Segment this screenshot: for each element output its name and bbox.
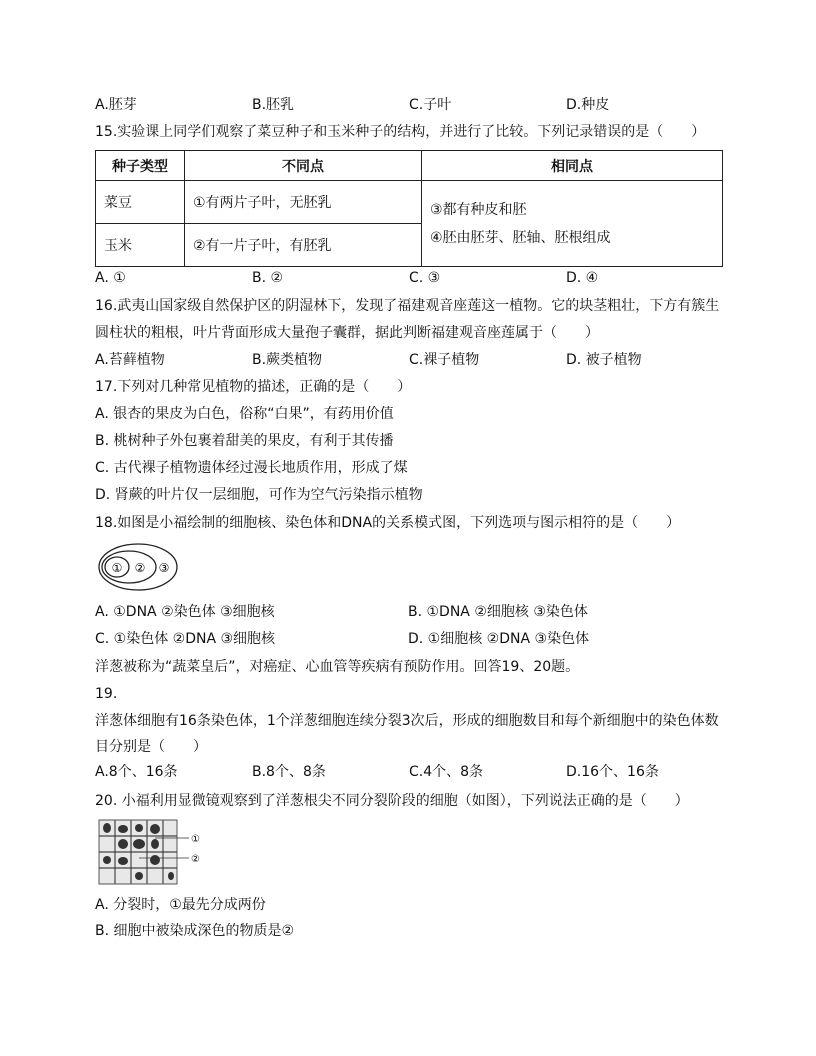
q18-options-row-2 — [95, 629, 735, 649]
table-header-type: 种子类型 — [96, 151, 185, 181]
table-cell-type: 菜豆 — [96, 181, 185, 224]
same-point-4: ④胚由胚芽、胚轴、胚根组成 — [430, 229, 611, 246]
option-d[interactable]: D.16个、16条 — [566, 764, 659, 780]
q18-stem: 18.如图是小福绘制的细胞核、染色体和DNA的关系模式图，下列选项与图示相符的是（ ） — [95, 515, 681, 531]
q16-stem-line-1: 16.武夷山国家级自然保护区的阴湿林下，发现了福建观音座莲这一植物。它的块茎粗壮，下方有簇生 — [95, 298, 720, 314]
table-cell-same — [422, 181, 723, 267]
option-d[interactable]: D.种皮 — [566, 97, 610, 113]
option-a[interactable]: A.8个、16条 — [95, 764, 178, 780]
option-b[interactable]: B.胚乳 — [252, 97, 295, 113]
q19-number: 19. — [95, 686, 118, 702]
option-d[interactable]: D. 被子植物 — [566, 352, 642, 368]
q17-option-a[interactable]: A. 银杏的果皮为白色，俗称“白果”，有药用价值 — [95, 406, 394, 422]
option-c[interactable]: C. ③ — [409, 270, 441, 286]
table-header-same: 相同点 — [422, 151, 723, 181]
option-a[interactable]: A.苔藓植物 — [95, 352, 165, 368]
q15-options — [95, 268, 735, 288]
q19-stem-line-2: 目分别是（ ） — [95, 739, 207, 755]
same-point-3: ③都有种皮和胚 — [430, 201, 527, 218]
option-c[interactable]: C.子叶 — [409, 97, 452, 113]
option-b[interactable]: B. ①DNA ②细胞核 ③染色体 — [408, 604, 588, 620]
option-b[interactable]: B. ② — [252, 270, 284, 286]
option-a[interactable]: A. ①DNA ②染色体 ③细胞核 — [95, 604, 275, 620]
seed-comparison-table — [95, 150, 723, 267]
option-d[interactable]: D. ④ — [566, 270, 599, 286]
option-c[interactable]: C. ①染色体 ②DNA ③细胞核 — [95, 631, 276, 647]
figure-label-3: ③ — [158, 561, 170, 575]
figure-label-1: ① — [111, 561, 123, 575]
option-c[interactable]: C.裸子植物 — [409, 352, 480, 368]
q17-option-b[interactable]: B. 桃树种子外包裹着甜美的果皮，有利于其传播 — [95, 433, 394, 449]
q19-options — [95, 762, 735, 782]
q19-stem-line-1: 洋葱体细胞有16条染色体，1个洋葱细胞连续分裂3次后，形成的细胞数目和每个新细胞中的染色体数 — [95, 713, 719, 729]
figure-label-2: ② — [191, 854, 200, 865]
option-b[interactable]: B.蕨类植物 — [252, 352, 323, 368]
table-cell-diff: ①有两片子叶，无胚乳 — [185, 181, 422, 224]
q20-stem: 20. 小福利用显微镜观察到了洋葱根尖不同分裂阶段的细胞（如图），下列说法正确的是（ ） — [95, 793, 689, 809]
option-b[interactable]: B.8个、8条 — [252, 764, 326, 780]
nested-ellipses-figure — [97, 541, 179, 593]
q15-stem: 15.实验课上同学们观察了菜豆种子和玉米种子的结构，并进行了比较。下列记录错误的是（ ） — [95, 124, 706, 140]
figure-label-2: ② — [134, 561, 146, 575]
onion-intro: 洋葱被称为“蔬菜皇后”，对癌症、心血管等疾病有预防作用。回答19、20题。 — [95, 659, 580, 675]
q18-options-row-1 — [95, 602, 735, 622]
option-a[interactable]: A.胚芽 — [95, 97, 137, 113]
q20-option-b[interactable]: B. 细胞中被染成深色的物质是② — [95, 923, 295, 939]
q14-options — [95, 95, 735, 115]
table-cell-type: 玉米 — [96, 224, 185, 267]
q17-stem: 17.下列对几种常见植物的描述，正确的是（ ） — [95, 379, 412, 395]
q17-option-d[interactable]: D. 肾蕨的叶片仅一层细胞，可作为空气污染指示植物 — [95, 487, 423, 503]
figure-label-1: ① — [191, 834, 200, 845]
q16-stem-line-2: 圆柱状的粗根，叶片背面形成大量孢子囊群，据此判断福建观音座莲属于（ ） — [95, 325, 599, 341]
option-d[interactable]: D. ①细胞核 ②DNA ③染色体 — [408, 631, 590, 647]
q16-options — [95, 350, 735, 370]
onion-root-tip-micrograph — [97, 818, 207, 886]
option-a[interactable]: A. ① — [95, 270, 126, 286]
table-header-diff: 不同点 — [185, 151, 422, 181]
option-c[interactable]: C.4个、8条 — [409, 764, 484, 780]
q17-option-c[interactable]: C. 古代裸子植物遗体经过漫长地质作用，形成了煤 — [95, 460, 408, 476]
table-cell-diff: ②有一片子叶，有胚乳 — [185, 224, 422, 267]
q20-option-a[interactable]: A. 分裂时，①最先分成两份 — [95, 897, 266, 913]
